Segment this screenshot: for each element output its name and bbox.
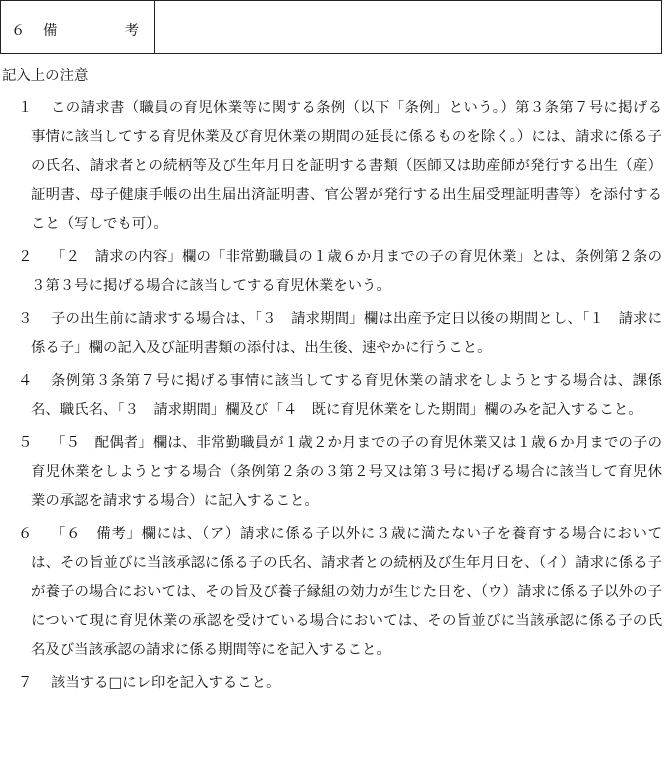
note-number: ２ (18, 249, 33, 265)
note-number: ６ (18, 526, 33, 542)
note-item-5 (0, 429, 664, 516)
note-number: ４ (18, 373, 33, 389)
remarks-label-cell (1, 1, 155, 53)
remarks-label-char-2: 考 (124, 23, 139, 39)
note-item-2 (0, 243, 664, 301)
notes-list (0, 94, 664, 702)
notes-title: 記入上の注意 (2, 68, 89, 84)
note-text: 子の出生前に請求する場合は、「３ 請求期間」欄は出産予定日以後の期間とし、「１ 請求に係る子」欄の記入及び証明書類の添付は、出生後、速やかに行うこと。 (31, 311, 662, 356)
note-item-1 (0, 94, 664, 239)
note-text: 「２ 請求の内容」欄の「非常勤職員の１歳６か月までの子の育児休業」とは、条例第２条の３第３号に掲げる場合に該当してする育児休業をいう。 (31, 249, 662, 294)
note-text: この請求書（職員の育児休業等に関する条例（以下「条例」という。）第３条第７号に掲げる事情に該当してする育児休業及び育児休業の期間の延長に係るものを除く。）には、請求に係る子の氏名、請求者との続柄等及び生年月日を証明する書類（医師又は助産師が発行する出生（産）証明書、母子健康手帳の出生届出済証明書、官公署が発行する出生届受理証明書等）を添付すること（写しでも可）。 (31, 100, 662, 232)
note-item-6 (0, 520, 664, 665)
note-text: 「６ 備考」欄には、（ア）請求に係る子以外に３歳に満たない子を養育する場合においては、その旨並びに当該承認に係る子の氏名、請求者との続柄及び生年月日を、（イ）請求に係る子が養子の場合においては、その旨及び養子縁組の効力が生じた日を、（ウ）請求に係る子以外の子について現に育児休業の承認を受けている場合においては、その旨並びに当該承認に係る子の氏名及び当該承認の請求に係る期間等にを記入すること。 (31, 526, 662, 658)
note-number: ５ (18, 435, 33, 451)
note-text: 「５ 配偶者」欄は、非常勤職員が１歳２か月までの子の育児休業又は１歳６か月までの子の育児休業をしようとする場合（条例第２条の３第２号又は第３号に掲げる場合に該当して育児休業の承認を請求する場合）に記入すること。 (31, 435, 662, 509)
note-number: ３ (18, 311, 33, 327)
remarks-number: ６ (11, 23, 26, 39)
note-number: ７ (18, 675, 33, 691)
remarks-label-char-1: 備 (43, 23, 58, 39)
note-item-7 (0, 669, 664, 698)
remarks-label (43, 19, 139, 40)
note-item-4 (0, 367, 664, 425)
note-text: 条例第３条第７号に掲げる事情に該当してする育児休業の請求をしようとする場合は、課係名、職氏名、「３ 請求期間」欄及び「４ 既に育児休業をした期間」欄のみを記入すること。 (31, 373, 662, 418)
note-text: 該当する□にレ印を記入すること。 (51, 675, 281, 691)
note-number: １ (18, 100, 33, 116)
remarks-table (0, 0, 662, 54)
note-item-3 (0, 305, 664, 363)
remarks-field[interactable] (155, 1, 661, 53)
